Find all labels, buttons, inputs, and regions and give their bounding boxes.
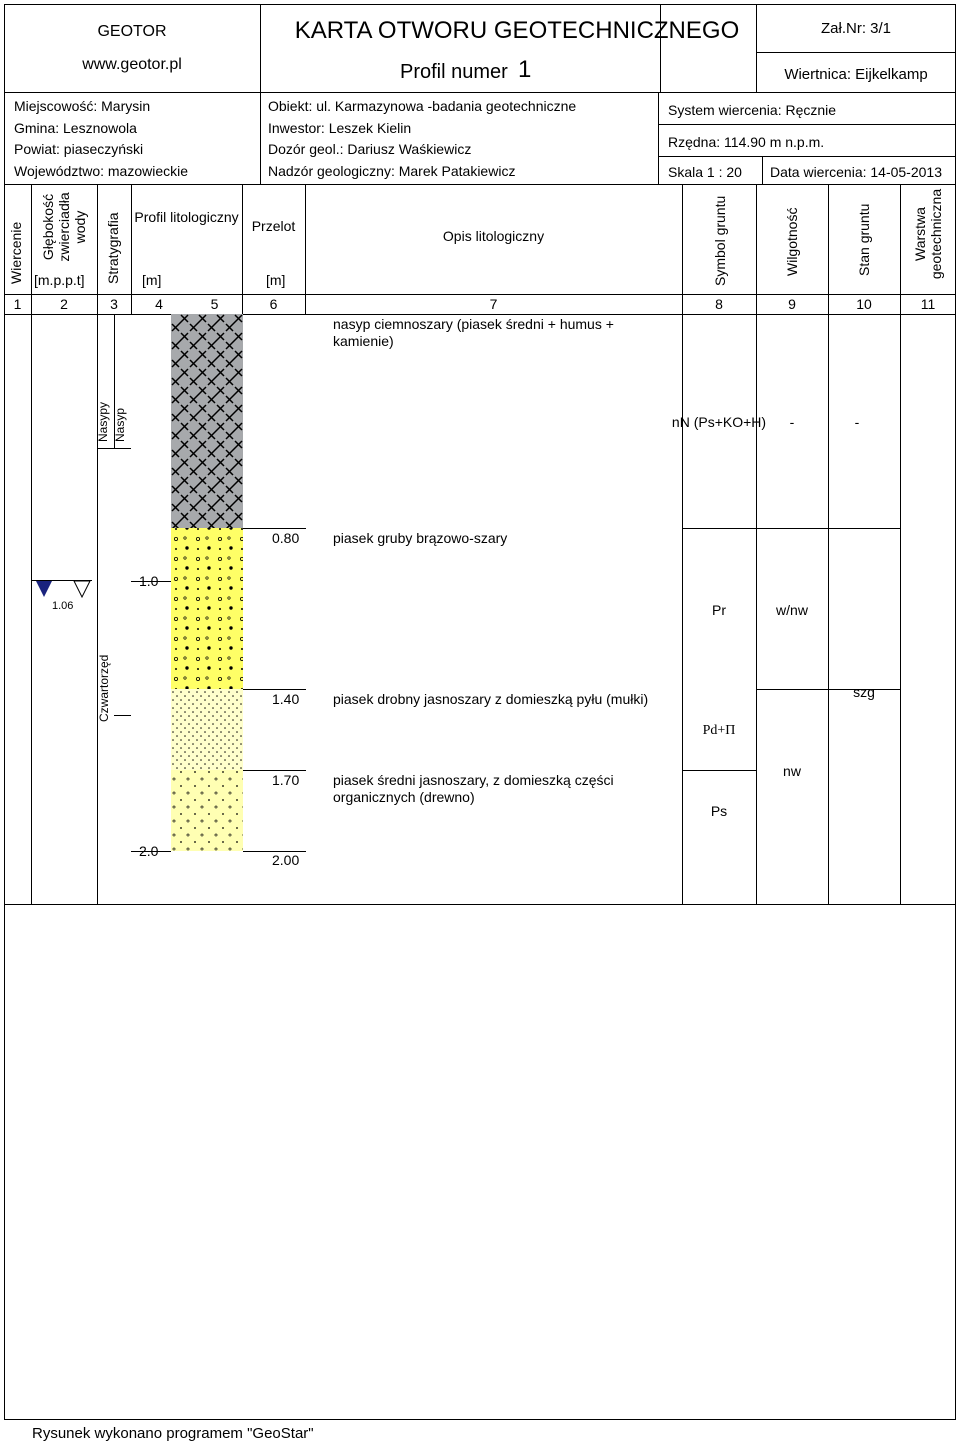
col-num-6: 6 xyxy=(269,296,278,312)
water-level-icon xyxy=(32,580,96,600)
layer-1-moisture: - xyxy=(789,414,795,430)
col-num-5: 5 xyxy=(210,296,219,312)
layer-1-description: nasyp ciemnoszary (piasek średni + humus + kamienie) xyxy=(333,316,614,349)
footer-credit: Rysunek wykonano programem "GeoStar" xyxy=(32,1425,314,1442)
layer-4-depth: 1.70 xyxy=(272,772,300,788)
col-stratigraphy: Stratygrafia xyxy=(105,212,121,284)
col-num-8: 8 xyxy=(715,296,723,312)
layer-3-depth: 1.40 xyxy=(272,691,300,707)
layer-4-description: piasek średni jasnoszary, z domieszką części organicznych (drewno) xyxy=(333,772,614,805)
water-level-value: 1.06 xyxy=(52,600,74,612)
company-website[interactable]: www.geotor.pl xyxy=(82,56,182,73)
col-num-2: 2 xyxy=(60,296,68,312)
col-profile-unit: [m] xyxy=(142,272,162,288)
scale-mark-1m: 1.0 xyxy=(139,573,159,589)
scale-mark-2m: 2.0 xyxy=(139,843,159,859)
strat-nasypy: Nasypy xyxy=(96,401,110,442)
drilling-system: System wiercenia: Ręcznie xyxy=(668,102,837,118)
elevation: Rzędna: 114.90 m n.p.m. xyxy=(668,134,825,150)
layer-3-symbol: Pd+Π xyxy=(702,723,736,738)
layer-3-description: piasek drobny jasnoszary z domieszką pyłu (mułki) xyxy=(333,691,649,707)
drilling-date: Data wiercenia: 14-05-2013 xyxy=(770,164,942,180)
col-num-4: 4 xyxy=(155,296,163,312)
layer-2-moisture: w/nw xyxy=(776,602,808,618)
layer-2-symbol: Pr xyxy=(712,602,726,618)
col-num-10: 10 xyxy=(856,296,872,312)
layer-2-depth: 0.80 xyxy=(272,530,300,546)
project-object: Obiekt: ul. Karmazynowa -badania geotechniczne xyxy=(268,98,577,114)
col-interval: Przelot xyxy=(251,218,296,234)
location-voivodeship: Województwo: mazowieckie xyxy=(14,163,189,179)
col-interval-unit: [m] xyxy=(266,272,286,288)
attachment-number: Zał.Nr: 3/1 xyxy=(820,20,892,37)
project-supervisor: Dozór geol.: Dariusz Waśkiewicz xyxy=(268,141,472,157)
layer-1-symbol: nN (Ps+KO+H) xyxy=(671,414,767,430)
document-title: KARTA OTWORU GEOTECHNICZNEGO xyxy=(294,17,740,44)
col-description: Opis litologiczny xyxy=(442,228,545,244)
location-county: Powiat: piaseczyński xyxy=(14,141,144,157)
project-geo-supervision: Nadzór geologiczny: Marek Patakiewicz xyxy=(268,163,516,179)
profile-label: Profil numer xyxy=(400,61,508,83)
layer-4-symbol: Ps xyxy=(710,803,728,819)
strat-nasyp: Nasyp xyxy=(113,407,127,442)
col-drilling: Wiercenie xyxy=(8,221,24,284)
location-town: Miejscowość: Marysin xyxy=(14,98,151,114)
col-num-9: 9 xyxy=(788,296,796,312)
scale: Skala 1 : 20 xyxy=(668,164,742,180)
col-profile: Profil litologiczny xyxy=(134,209,239,225)
col-soil-state: Stan gruntu xyxy=(856,203,872,276)
col-num-1: 1 xyxy=(13,296,22,312)
project-investor: Inwestor: Leszek Kielin xyxy=(268,120,412,136)
col-water-depth: Głębokość zwierciadła wody xyxy=(40,192,89,262)
company-name: GEOTOR xyxy=(97,23,167,40)
profile-number: 1 xyxy=(518,56,532,83)
drilling-rig: Wiertnica: Eijkelkamp xyxy=(784,66,928,83)
col-soil-symbol: Symbol gruntu xyxy=(712,195,728,286)
col-num-3: 3 xyxy=(110,296,118,312)
bottom-depth: 2.00 xyxy=(272,852,300,868)
lithology-profile xyxy=(171,314,243,851)
col-layer: Warstwa geotechniczna xyxy=(912,188,945,280)
layer-2-description: piasek gruby brązowo-szary xyxy=(333,530,508,546)
layer-4-moisture: nw xyxy=(783,763,801,779)
col-num-11: 11 xyxy=(920,296,936,312)
location-commune: Gmina: Lesznowola xyxy=(14,120,137,136)
layer-1-state: - xyxy=(854,414,860,430)
geotechnical-layer-group: szg xyxy=(853,684,875,700)
strat-czwartorzed: Czwartorzęd xyxy=(97,654,111,722)
col-water-unit: [m.p.p.t] xyxy=(34,272,85,288)
col-num-7: 7 xyxy=(489,296,498,312)
col-moisture: Wilgotność xyxy=(784,207,800,276)
